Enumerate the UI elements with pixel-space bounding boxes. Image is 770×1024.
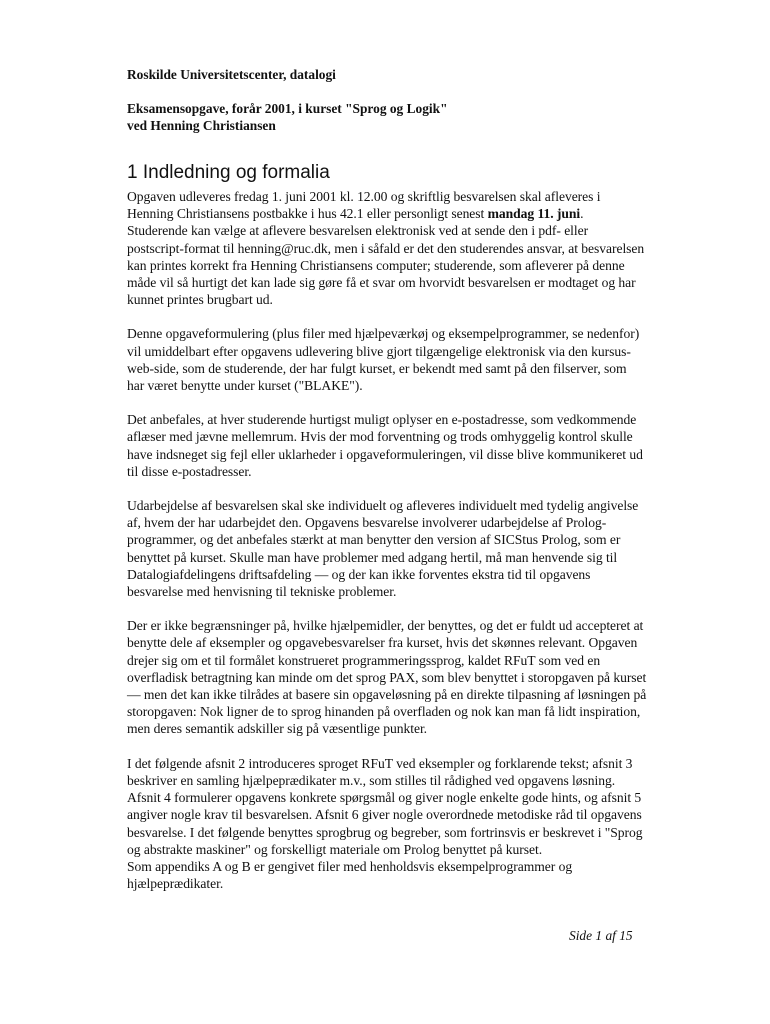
- paragraph-2: Denne opgaveformulering (plus filer med hjælpeværkøj og eksempelprogrammer, se nedenfor) vil umiddelbart efter opgavens udlevering blive gjort tilgængelige elektronisk via den kursus-web-side, som de studerende, der har fulgt kurset, er bekendt med samt på den filserver, som har været benytte under kurset ("BLAKE").: [127, 326, 640, 394]
- document-page: [127, 66, 647, 909]
- page-number: Side 1 af 15: [569, 928, 633, 943]
- section-heading: 1 Indledning og formalia: [127, 162, 330, 183]
- paragraph-6: I det følgende afsnit 2 introduceres sproget RFuT ved eksempler og forklarende tekst; afsnit 3 beskriver en samling hjælpeprædikater m.v., som stilles til rådighed ved opgavens løsning. Afsnit 4 formulerer opgavens konkrete spørgsmål og giver nogle enkelte gode hints, og afsnit 5 angiver nogle krav til besvarelsen. Afsnit 6 giver nogle overordnede metodiske råd til opgavens besvarelse. I det følgende benyttes sprogbrug og begreber, som fortrinsvis er beskrevet i "Sprog og abstrakte maskiner" og forskelligt materiale om Prolog benyttet på kurset.: [127, 755, 643, 857]
- paragraph-1: [127, 188, 647, 308]
- paragraph-7: Som appendiks A og B er gengivet filer med henholdsvis eksempelprogrammer og hjælpeprædikater.: [127, 858, 573, 892]
- paragraph-4: Udarbejdelse af besvarelsen skal ske individuelt og afleveres individuelt med tydelig angivelse af, hvem der har udarbejdet den. Opgavens besvarelse involverer udarbejdelse af Prolog-programmer, og det anbefales stærkt at man benytter den version af SICStus Prolog, som er benyttet på kurset. Skulle man have problemer med adgang hertil, må man henvende sig til Datalogiafdelingens driftsafdeling — og der kan ikke forventes ekstra tid til opgavens besvarelse med henvisning til tekniske problemer.: [127, 498, 639, 600]
- institution-line: Roskilde Universitetscenter, datalogi: [127, 67, 336, 82]
- paragraph-5: Der er ikke begrænsninger på, hvilke hjælpemidler, der benyttes, og det er fuldt ud accepteret at benytte dele af eksempler og opgavebesvarelser fra kurset, hvis det skønnes relevant. Opgaven drejer sig om et til formålet konstrueret programmeringssprog, kaldet RFuT som ved en overfladisk betragtning kan minde om det sprog PAX, som blev benyttet i storopgaven på kurset — men det kan ikke tilrådes at basere sin opgaveløsning på en direkte tilpasning af løsningen på storopgaven: Nok ligner de to sprog hinanden på overfladen og nok kan man få lidt inspiration, men deres semantik adskiller sig på væsentlige punkter.: [127, 618, 647, 737]
- deadline-date: mandag 11. juni: [487, 206, 581, 222]
- paragraph-1-text-a: Opgaven udleveres fredag 1. juni 2001 kl. 12.00 og skriftlig besvarelsen skal afleveres i Henning Christiansens postbakke i hus 42.1 eller personligt senest: [127, 189, 601, 222]
- paragraph-1-text-b: . Studerende kan vælge at aflevere besvarelsen elektronisk ved at sende den i pdf- eller postscript-format til henning@ruc.dk, men i såfald er det den studerendes ansvar, at besvarelsen kan printes korrekt fra Henning Christiansens computer; studerende, som afleverer på denne måde vil så hurtigt det kan lade sig gøre få et svar om hvorvidt besvarelsen er modtaget og har kunnet printes brugbart ud.: [127, 206, 645, 308]
- exam-author-line: ved Henning Christiansen: [127, 118, 276, 133]
- exam-title-line: Eksamensopgave, forår 2001, i kurset "Sprog og Logik": [127, 101, 448, 116]
- paragraph-3: Det anbefales, at hver studerende hurtigst muligt oplyser en e-postadresse, som vedkommende aflæser med jævne mellemrum. Hvis der mod forventning og trods omhyggelig kontrol skulle have indsneget sig fejl eller uklarheder i opgaveformuleringen, vil disse blive kommunikeret ud til disse e-postadresser.: [127, 412, 643, 479]
